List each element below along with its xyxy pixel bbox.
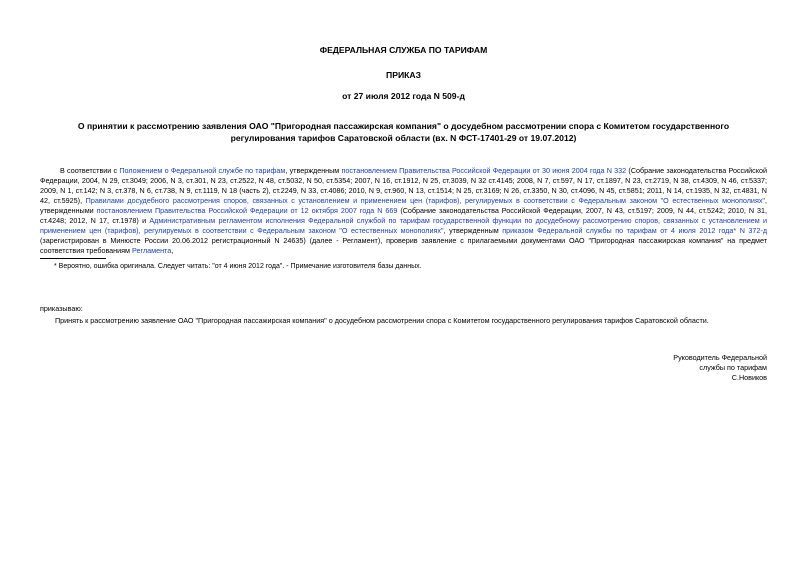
signature-position-line1: Руководитель Федеральной <box>673 353 767 362</box>
body-text-4: , утвержденными <box>40 196 767 215</box>
body-text-3: (Собрание законодательства Российской Федерации, 2004, N 29, ст.3049; 2006, N 3, ст.301, N 23, ст.2522, N 48, ст.5032, N 50, ст.5354; 2007, N 16, ст.1912, N 25, ст.3039, N 32 ст.4145; 2008, N 7, ст.597, N 17, ст.1897, N 23, ст.2719, N 38, ст.4309, N 46, ст.5337; 2009, N 1, ст.142; N 3, ст.378, N 6, ст.738, N 9, ст.1119, N 18 (часть 2), ст.2249, N 33, ст.4086; 2010, N 9, ст.960, N 13, ст.1514; N 25, ст.3169; N 26, ст.3350, N 30, ст.4096, N 45, ст.5851; 2011, N 14, ст.1935, N 32, ст.4831, N 42, ст.5925), <box>40 166 768 205</box>
link-order-372d[interactable]: приказом Федеральной службы по тарифам от 4 июля 2012 года* N 372-д <box>502 225 768 235</box>
body-text-5: (Собрание законодательства Российской Федерации, 2007, N 43, ст.5197; 2009, N 44, ст.5242; 2010, N 31, ст.4248; 2012, N 17, ст.1978) и <box>40 205 767 225</box>
document-title: О принятии к рассмотрению заявления ОАО "Пригородная пассажирская компания" о досудебном рассмотрении спора с Комитетом государственного регулирования тарифов Саратовской области (вх. N ФСТ-17401-29 от 19.07.2012) <box>77 121 730 143</box>
order-directive-label: приказываю: <box>40 304 83 313</box>
footnote-divider <box>40 258 106 259</box>
link-administrative-regulation[interactable]: Административным регламентом исполнения Федеральной службой по тарифам государственной функции по досудебному рассмотрению споров, связанных с установлением и применением цен (тарифов), регулируемых в соответствии с Федеральным законом "О естественных монополиях" <box>40 215 767 235</box>
link-reglament[interactable]: Регламента <box>132 245 172 255</box>
link-government-decree-669[interactable]: постановлением Правительства Российской Федерации от 12 октября 2007 года N 669 <box>96 205 398 215</box>
doc-type-heading: ПРИКАЗ <box>386 70 421 80</box>
link-dispute-rules[interactable]: Правилами досудебного рассмотрения споров, связанных с установлением и применением цен (тарифов), регулируемых в соответствии с Федеральным законом "О естественных монополиях" <box>85 196 765 205</box>
body-text-2: , утвержденным <box>285 166 342 176</box>
link-government-decree-332[interactable]: постановлением Правительства Российской Федерации от 30 июня 2004 года N 332 <box>341 166 627 176</box>
signature-name: С.Новиков <box>731 373 767 383</box>
agency-heading: ФЕДЕРАЛЬНАЯ СЛУЖБА ПО ТАРИФАМ <box>319 45 488 55</box>
body-text-7: (зарегистрирован в Минюсте России 20.06.2012 регистрационный N 24635) (далее - Регламент), проверив заявление с прилагаемыми документами ОАО "Пригородная пассажирская компания" на предмет соответствия требованиям <box>40 235 767 255</box>
link-regulation-fst[interactable]: Положением о Федеральной службе по тарифам <box>119 166 286 176</box>
body-text-1: В соответствии с <box>60 166 120 176</box>
footnote: * Вероятно, ошибка оригинала. Следует читать: "от 4 июня 2012 года". - Примечание изготовителя базы данных. <box>54 263 422 270</box>
body-text-8: , <box>171 245 174 255</box>
body-text-6: , утвержденным <box>443 225 503 235</box>
resolution-text: Принять к рассмотрению заявление ОАО "Пригородная пассажирская компания" о досудебном рассмотрении спора с Комитетом государственного регулирования тарифов Саратовской области. <box>55 316 709 325</box>
preamble-paragraph <box>40 166 767 255</box>
date-number-heading: от 27 июля 2012 года N 509-д <box>342 91 465 101</box>
signature-block <box>673 353 767 384</box>
signature-position-line2: службы по тарифам <box>699 363 767 373</box>
